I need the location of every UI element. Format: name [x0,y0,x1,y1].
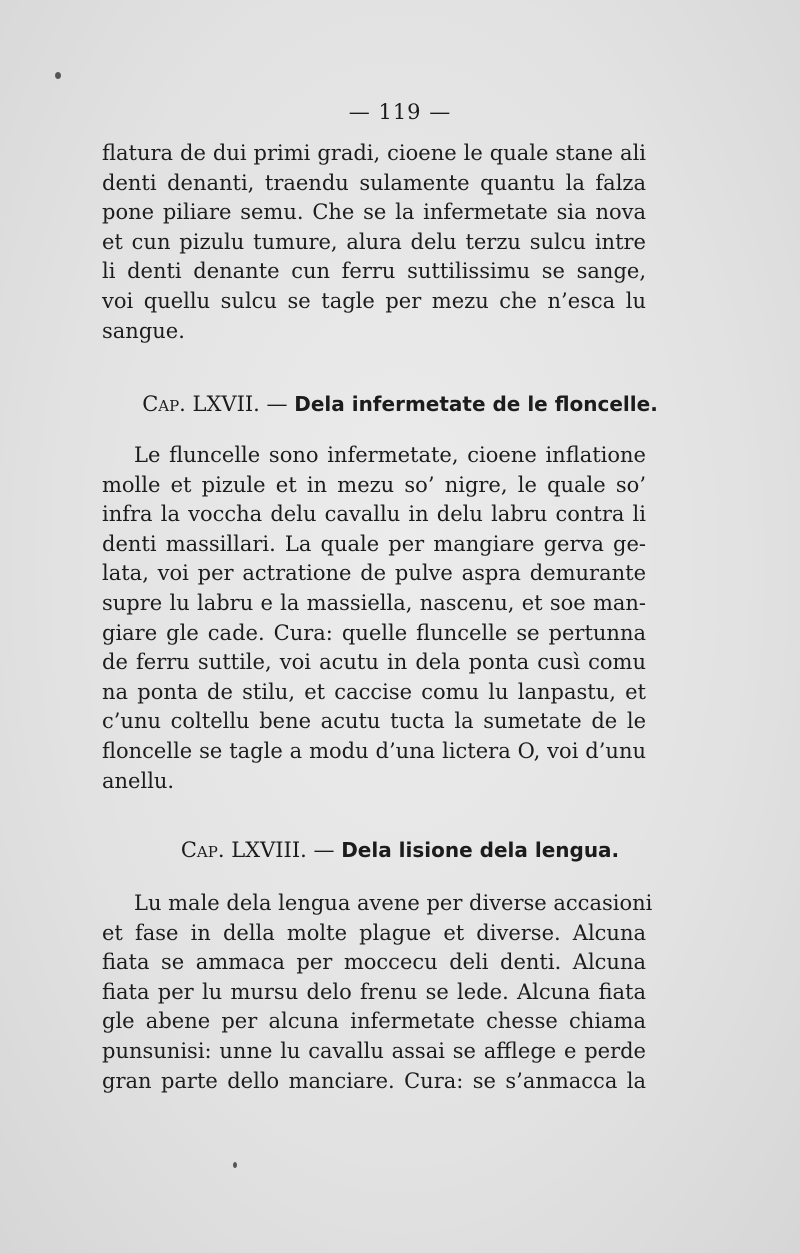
chapter-title: Dela infermetate de le floncelle. [294,392,658,416]
text-line: fiata se ammaca per moccecu deli denti. Alcuna [102,950,646,975]
paragraph-chapter-67 [102,441,646,796]
text-line: anellu. [102,768,175,793]
chapter-heading-68 [0,838,800,862]
text-line: flatura de dui primi gradi, cioene le quale stane ali [102,141,646,165]
text-line: li denti denante cun ferru suttilissimu se sange, [102,259,646,284]
text-line: sangue. [102,318,185,343]
text-line: fiata per lu mursu delo frenu se lede. Alcuna fiata [102,979,646,1004]
chapter-number: Cap. LXVIII. — [180,838,335,862]
text-line: voi quellu sulcu se tagle per mezu che n’esca lu [102,288,646,313]
paragraph-chapter-68 [102,889,653,1096]
text-line: gle abene per alcuna infermetate chesse chiama [102,1009,646,1034]
chapter-number: Cap. LXVII. — [142,392,288,416]
paragraph-continued [102,139,646,346]
text-line: denti denanti, traendu sulamente quantu la falza [102,170,646,195]
text-line: denti massillari. La quale per mangiare gerva ge- [102,531,646,556]
text-line: na ponta de stilu, et caccise comu lu lanpastu, et [102,679,646,704]
text-line: molle et pizule et in mezu so’ nigre, le quale so’ [102,472,646,497]
ink-speck [233,1162,237,1168]
text-line: giare gle cade. Cura: quelle fluncelle se pertunna [102,620,646,645]
text-line: pone piliare semu. Che se la infermetate sia nova [102,200,646,225]
page-number: — 119 — [348,100,452,124]
chapter-title: Dela lisione dela lengua. [341,838,620,862]
ink-speck [55,72,61,79]
text-line: et cun pizulu tumure, alura delu terzu sulcu intre [102,229,646,254]
text-line: Le fluncelle sono infermetate, cioene inflatione [134,443,646,467]
text-line: supre lu labru e la massiella, nascenu, et soe man- [102,590,646,615]
text-line: floncelle se tagle a modu d’una lictera O, voi d’unu [102,738,646,763]
text-line: infra la voccha delu cavallu in delu labru contra li [102,502,646,527]
text-line: et fase in della molte plague et diverse. Alcuna [102,920,646,945]
text-line: Lu male dela lengua avene per diverse accasioni [134,891,653,915]
text-line: gran parte dello manciare. Cura: se s’anmacca la [102,1068,646,1093]
text-line: de ferru suttile, voi acutu in dela ponta cusì comu [102,650,646,675]
chapter-heading-67 [0,392,800,416]
text-line: lata, voi per actratione de pulve aspra demurante [102,561,646,586]
text-line: c’unu coltellu bene acutu tucta la sumetate de le [102,709,646,734]
text-line: punsunisi: unne lu cavallu assai se afflege e perde [102,1038,646,1063]
